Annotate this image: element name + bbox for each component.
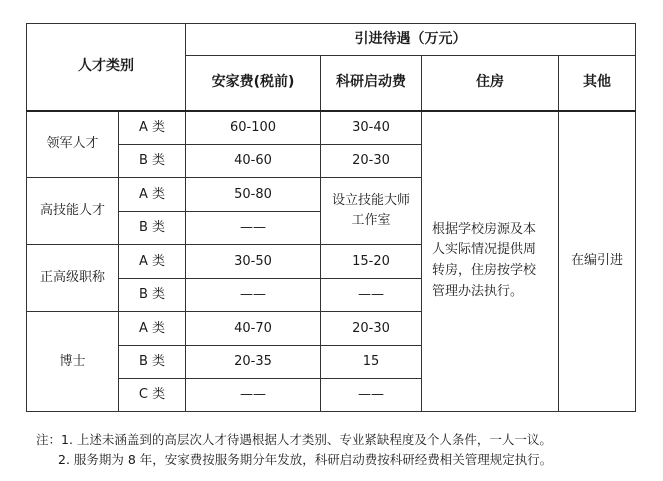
other-cell: 在编引进 (559, 111, 636, 412)
level-cell: A 类 (119, 312, 186, 346)
group-name: 领军人才 (27, 111, 119, 178)
research-cell: —— (321, 279, 422, 312)
group-name: 正高级职称 (27, 245, 119, 312)
settlement-cell: 30-50 (186, 245, 321, 279)
level-cell: B 类 (119, 145, 186, 178)
level-cell: B 类 (119, 279, 186, 312)
research-cell: 设立技能大师工作室 (321, 178, 422, 245)
table-row (27, 111, 636, 145)
level-cell: C 类 (119, 379, 186, 412)
research-cell: —— (321, 379, 422, 412)
footnote-2: 2. 服务期为 8 年，安家费按服务期分年发放，科研启动费按科研经费相关管理规定执行。 (58, 452, 553, 467)
research-cell: 15-20 (321, 245, 422, 279)
footnote-1: 注：1. 上述未涵盖到的高层次人才待遇根据人才类别、专业紧缺程度及个人条件，一人一议。 (36, 432, 552, 447)
table-header-row (27, 24, 636, 56)
research-cell: 15 (321, 346, 422, 379)
settlement-cell: —— (186, 212, 321, 245)
settlement-cell: 40-60 (186, 145, 321, 178)
settlement-cell: 20-35 (186, 346, 321, 379)
settlement-cell: —— (186, 279, 321, 312)
settlement-cell: 60-100 (186, 111, 321, 145)
level-cell: B 类 (119, 212, 186, 245)
level-cell: B 类 (119, 346, 186, 379)
housing-cell: 根据学校房源及本人实际情况提供周转房，住房按学校管理办法执行。 (422, 111, 559, 412)
header-settlement: 安家费(税前) (186, 56, 321, 111)
header-research-funding: 科研启动费 (321, 56, 422, 111)
header-benefits-title: 引进待遇（万元） (186, 24, 636, 56)
research-cell: 20-30 (321, 145, 422, 178)
talent-benefits-table (26, 23, 636, 412)
level-cell: A 类 (119, 245, 186, 279)
settlement-cell: 40-70 (186, 312, 321, 346)
group-name: 博士 (27, 312, 119, 412)
research-cell: 30-40 (321, 111, 422, 145)
settlement-cell: —— (186, 379, 321, 412)
header-other: 其他 (559, 56, 636, 111)
research-cell: 20-30 (321, 312, 422, 346)
level-cell: A 类 (119, 178, 186, 212)
group-name: 高技能人才 (27, 178, 119, 245)
level-cell: A 类 (119, 111, 186, 145)
header-housing: 住房 (422, 56, 559, 111)
settlement-cell: 50-80 (186, 178, 321, 212)
header-category: 人才类别 (27, 24, 186, 111)
footnotes (36, 430, 646, 470)
